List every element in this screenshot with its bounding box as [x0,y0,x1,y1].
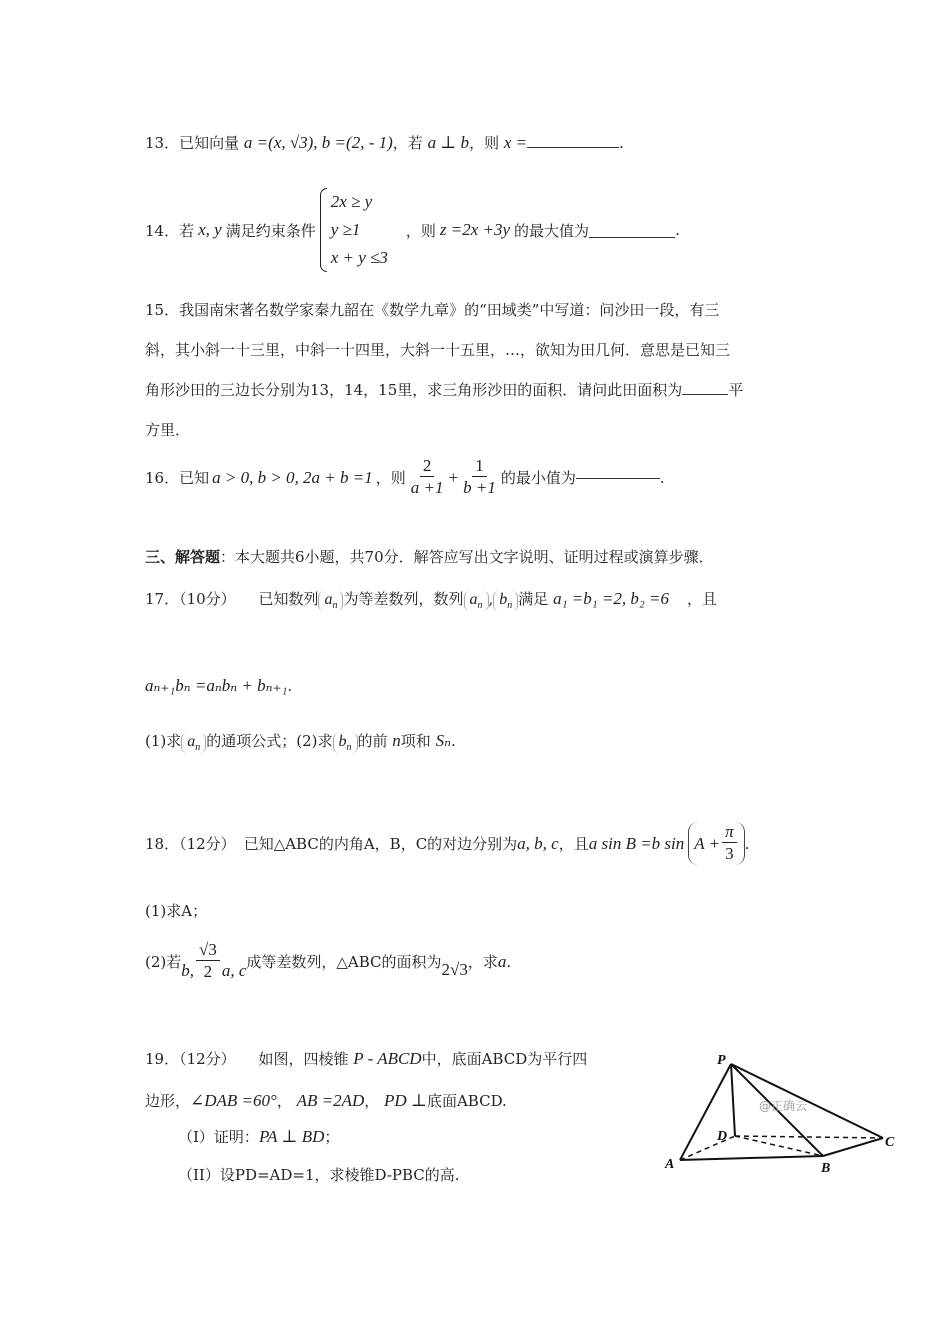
q19-pyramid: P - ABCD [353,1049,422,1068]
q14-number: 14． [145,221,180,240]
q14-constraint-1: 2x ≥ y [330,192,373,211]
q18-area: 2√3 [441,959,468,979]
q14-objective: z =2x +3y [439,220,511,239]
q17-comma: , [488,590,494,608]
q17-number: 17．（10分） [145,590,236,608]
q18-b: b, [181,960,194,980]
q16-f2-num: 1 [472,456,487,477]
question-13 [145,132,624,153]
q19-line-2-text: 边形， [145,1092,191,1110]
q14-text2: 满足约束条件 [225,221,316,240]
q17-seq-a2: $a_n$ [464,591,489,611]
edge-DC [735,1136,883,1138]
q15-line-1: 15．我国南宋著名数学家秦九韶在《数学九章》的“田域类”中写道：问沙田一段，有三 [145,301,720,319]
q13-text3: ，则 [469,134,500,152]
q14-end: . [675,221,680,239]
q18-two: 2 [203,962,213,981]
q18-part-1-text: (1)求A； [145,902,208,920]
q19-part-2-text: （II）设PD=AD=1，求棱锥D-PBC的高. [178,1166,460,1184]
q16-f1-den: a +1 [410,478,444,497]
q16-f1-num: 2 [420,456,435,477]
q15-answer-blank[interactable] [682,393,728,395]
q17-dot: . [287,677,293,695]
q19-line-2: 边形，∠DAB =60°， AB =2AD， PD ⊥底面ABCD. [145,1091,507,1110]
q17-text4: ，且 [686,590,717,608]
q14-vars: x, y [198,220,222,239]
q19-ab: AB =2AD [296,1091,365,1110]
q19-part-1-text: （I）证明： [178,1128,259,1146]
q18-number: 18．（12分） [145,835,236,853]
q16-text2: ，则 [375,469,406,487]
q18-part-2-text3: ，求 [467,953,498,971]
edge-PA [680,1064,731,1160]
q13-answer-blank[interactable] [527,146,619,148]
label-C: C [885,1135,895,1150]
q17-recurrence-formula: aₙ₊₁bₙ =aₙbₙ + bₙ₊₁ [145,676,288,695]
q19-angle: ∠DAB =60° [190,1091,277,1110]
pyramid-figure [655,1048,910,1180]
q13-perp: a ⊥ b [427,133,470,152]
q19-text: 如图，四棱锥 [258,1050,349,1068]
q16-answer-blank[interactable] [576,477,660,479]
q16-plus: + [448,467,459,487]
q17-seq-a3-symbol: a [187,733,196,750]
label-P: P [717,1053,726,1068]
q19-number: 19．（12分） [145,1050,236,1068]
q16-condition: a > 0, b > 0, 2a + b =1 [212,467,373,487]
q14-answer-blank[interactable] [589,236,675,238]
q18-ac: a, c [221,960,247,980]
question-14 [145,188,680,272]
q13-number: 13． [145,134,180,152]
edge-DB [735,1136,823,1156]
q19-text2: 中，底面ABCD为平行四 [421,1050,588,1068]
section-3-header [145,546,714,567]
q13-x: x = [503,133,528,152]
q19-line-2-end: 底面ABCD. [426,1092,507,1110]
q13-vectors: a =(x, √3), b =(2, - 1) [243,133,393,152]
q15-line-4: 方里． [145,421,191,439]
q14-constraint-system [320,188,388,272]
q15-line-3-text: 角形沙田的三边长分别为13，14，15里，求三角形沙田的面积．请问此田面积为 [145,381,683,399]
q16-number: 16． [145,469,180,487]
q14-text: 若 [179,221,195,240]
q18-pi: π [722,822,737,843]
q17-seq-b2-symbol: b [338,733,347,750]
q18-part-2 [145,940,511,983]
label-B: B [821,1161,831,1176]
label-A: A [665,1157,675,1172]
q18-end: . [744,834,750,853]
q16-f2-den: b +1 [463,478,496,497]
q18-part-2-text: (2)若 [145,953,182,971]
edge-PD [731,1064,735,1136]
q18-text: 已知△ABC的内角A，B，C的对边分别为 [243,835,518,853]
q19-pa-perp-bd: PA ⊥ BD [258,1127,325,1146]
q18-three: 3 [725,844,734,863]
question-17 [145,588,717,611]
q14-brace [320,188,327,272]
q17-seq-a-symbol: a [324,591,333,608]
q18-paren [688,822,744,865]
q17-part-2-text: 的前 [357,732,388,750]
q18-sqrt3-over-2 [196,940,220,983]
q17-text2: 为等差数列，数列 [343,590,464,608]
q19-semicolon: ； [324,1128,340,1146]
q17-sn: Sₙ [435,731,451,750]
q17-part-2-text2: 项和 [400,732,431,750]
q15-line-3 [145,370,810,410]
q14-constraint-2: y ≥1 [330,220,361,239]
q18-equation: a sin B =b sin [588,833,685,853]
q14-text3: ，则 [405,221,436,240]
q18-part-2-text2: 成等差数列，△ABC的面积为 [246,953,442,971]
q13-text2: ，若 [392,134,423,152]
edge-BC [823,1138,883,1156]
q17-part-1: (1)求 [145,732,182,750]
watermark: @正确云 [759,1099,808,1113]
q19-part-2 [178,1164,460,1185]
q16-text3: 的最小值为 [500,469,576,487]
q16-fraction-1 [408,456,447,499]
q17-seq-b: $b_n$ [493,591,518,611]
question-18 [145,822,749,865]
q17-condition: a₁ =b₁ =2, b₂ =6 [553,589,669,608]
q18-end2: . [506,952,512,971]
q17-seq-a2-symbol: a [469,591,478,608]
q18-pi-over-3 [722,822,737,865]
q19-part-1 [178,1126,339,1147]
q18-A-plus: A + [694,833,721,853]
q17-n: n [392,731,401,750]
question-19 [145,1048,587,1069]
q17-seq-a: $a_n$ [318,591,343,611]
q16-fraction-2 [460,456,499,499]
q13-text: 已知向量 [179,134,240,152]
section-3-instructions: ：本大题共6小题，共70分．解答应写出文字说明、证明过程或演算步骤． [220,548,714,566]
q14-constraint-3: x + y ≤3 [330,248,388,267]
q15-line-2: 斜，其小斜一十三里，中斜一十四里，大斜一十五里，…，欲知为田几何．意思是已知三 [145,341,731,359]
q17-seq-a3: $a_n$ [181,733,206,753]
q17-seq-b2: $b_n$ [333,733,358,753]
q18-a: a [497,951,507,971]
q18-part-1 [145,900,207,921]
q17-seq-b-symbol: b [499,591,508,608]
q17-recurrence [145,676,292,696]
q17-parts [145,730,456,753]
q17-text3: 满足 [518,590,549,608]
q17-text: 已知数列 [258,590,319,608]
q15-line-3-end: 平 [728,381,744,399]
q17-part-1-text: 的通项公式；(2)求 [206,732,333,750]
q13-end: . [619,134,624,152]
edge-AB [680,1156,823,1160]
q17-end: . [450,732,456,750]
question-16 [145,456,665,499]
q18-text2: ，且 [558,835,589,853]
section-3-title: 三、解答题 [145,548,221,566]
q14-text4: 的最大值为 [514,221,590,240]
question-15 [145,290,810,450]
q18-sides: a, b, c [517,833,559,853]
label-D: D [717,1129,728,1144]
q16-end: . [659,468,665,487]
q19-pd: PD ⊥ [384,1091,427,1110]
q16-text: 已知 [179,469,210,487]
q18-sqrt3: √3 [196,940,220,961]
